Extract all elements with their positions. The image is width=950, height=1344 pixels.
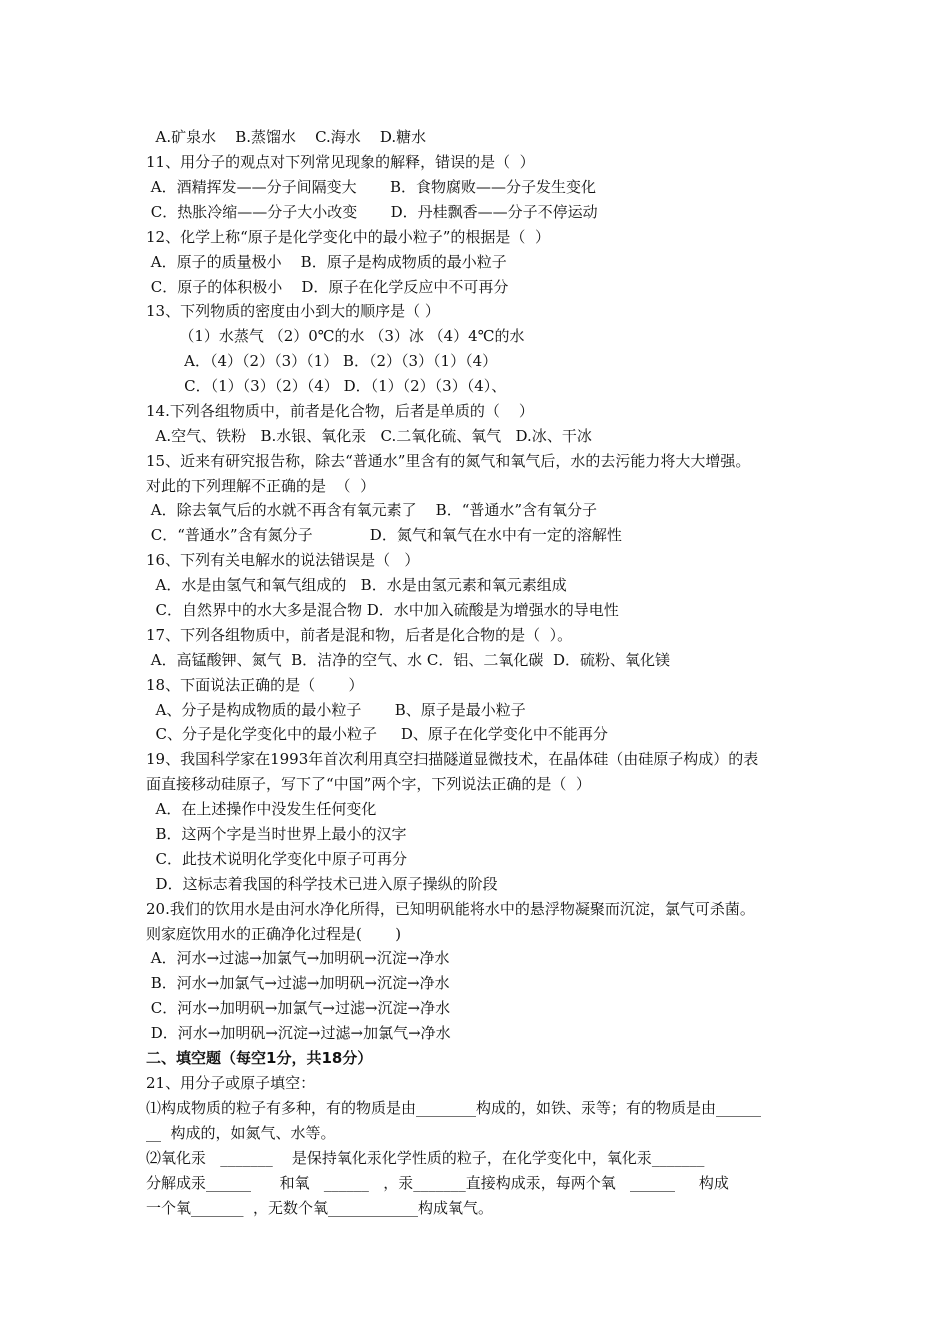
q20-stem-line1: 20.我们的饮用水是由河水净化所得，已知明矾能将水中的悬浮物凝聚而沉淀，氯气可杀菌。 bbox=[146, 900, 755, 918]
q16-options-cd: C．自然界中的水大多是混合物 D．水中加入硫酸是为增强水的导电性 bbox=[146, 601, 619, 619]
q18-options-ab: A、分子是构成物质的最小粒子 B、原子是最小粒子 bbox=[146, 701, 526, 719]
q15-stem-line2: 对此的下列理解不正确的是 （ ） bbox=[146, 477, 376, 495]
q20-stem-line2: 则家庭饮用水的正确净化过程是( ) bbox=[146, 925, 402, 943]
q13-stem: 13、下列物质的密度由小到大的顺序是（ ） bbox=[146, 302, 440, 320]
section-heading-fill-in: 二、填空题（每空1分，共18分） bbox=[146, 1049, 373, 1067]
q12-options-cd: C．原子的体积极小 D．原子在化学反应中不可再分 bbox=[146, 278, 509, 296]
q20-option-c: C．河水→加明矾→加氯气→过滤→沉淀→净水 bbox=[146, 999, 451, 1017]
q19-option-b: B．这两个字是当时世界上最小的汉字 bbox=[146, 825, 407, 843]
q15-options-cd: C．“普通水”含有氮分子 D．氮气和氧气在水中有一定的溶解性 bbox=[146, 526, 622, 544]
q14-stem: 14.下列各组物质中，前者是化合物，后者是单质的（ ） bbox=[146, 402, 534, 420]
q16-stem: 16、下列有关电解水的说法错误是（ ） bbox=[146, 551, 420, 569]
q20-option-b: B．河水→加氯气→过滤→加明矾→沉淀→净水 bbox=[146, 974, 450, 992]
q19-stem-line2: 面直接移动硅原子，写下了“中国”两个字，下列说法正确的是（ ） bbox=[146, 775, 591, 793]
q13-options-ab: A．（4）（2）（3）（1） B．（2）（3）（1）（4） bbox=[146, 352, 498, 370]
q14-options: A.空气、铁粉 B.水银、氧化汞 C.二氧化硫、氧气 D.冰、干冰 bbox=[146, 427, 592, 445]
q21-part1-line2: __ 构成的，如氮气、水等。 bbox=[146, 1124, 336, 1142]
q21-part1-line1: ⑴构成物质的粒子有多种，有的物质是由________构成的，如铁、汞等；有的物质是由______ bbox=[146, 1099, 762, 1117]
q21-part2-line2: 分解成汞______ 和氧 ______ ，汞_______直接构成汞，每两个氧 ______ 构成 bbox=[146, 1174, 729, 1192]
q18-options-cd: C、分子是化学变化中的最小粒子 D、原子在化学变化中不能再分 bbox=[146, 725, 608, 743]
q12-options-ab: A．原子的质量极小 B．原子是构成物质的最小粒子 bbox=[146, 253, 507, 271]
q17-stem: 17、下列各组物质中，前者是混和物，后者是化合物的是（ ）。 bbox=[146, 626, 573, 644]
q15-options-ab: A．除去氧气后的水就不再含有氧元素了 B．“普通水”含有氧分子 bbox=[146, 501, 598, 519]
q19-option-d: D．这标志着我国的科学技术已进入原子操纵的阶段 bbox=[146, 875, 498, 893]
q11-stem: 11、用分子的观点对下列常见现象的解释，错误的是（ ） bbox=[146, 153, 535, 171]
q20-option-d: D．河水→加明矾→沉淀→过滤→加氯气→净水 bbox=[146, 1024, 451, 1042]
q11-options-cd: C．热胀冷缩——分子大小改变 D．丹桂飘香——分子不停运动 bbox=[146, 203, 598, 221]
q18-stem: 18、下面说法正确的是（ ） bbox=[146, 676, 364, 694]
q19-option-c: C．此技术说明化学变化中原子可再分 bbox=[146, 850, 408, 868]
q21-part2-line3: 一个氧_______ ，无数个氧____________构成氧气。 bbox=[146, 1199, 494, 1217]
q13-options-cd: C．（1）（3）（2）（4） D．（1）（2）（3）（4）、 bbox=[146, 377, 507, 395]
q11-options-ab: A．酒精挥发——分子间隔变大 B．食物腐败——分子发生变化 bbox=[146, 178, 597, 196]
q21-part2-line1: ⑵氧化汞 _______ 是保持氧化汞化学性质的粒子，在化学变化中，氧化汞_______ bbox=[146, 1149, 705, 1167]
q19-stem-line1: 19、我国科学家在1993年首次利用真空扫描隧道显微技术，在晶体硅（由硅原子构成）的表 bbox=[146, 750, 759, 768]
q17-options: A．高锰酸钾、氮气 B．洁净的空气、水 C．铝、二氧化碳 D．硫粉、氧化镁 bbox=[146, 651, 670, 669]
q21-stem: 21、用分子或原子填空： bbox=[146, 1074, 316, 1092]
q20-option-a: A．河水→过滤→加氯气→加明矾→沉淀→净水 bbox=[146, 949, 450, 967]
q13-items: （1）水蒸气 （2）0℃的水 （3）冰 （4）4℃的水 bbox=[146, 327, 525, 345]
q16-options-ab: A．水是由氢气和氧气组成的 B．水是由氢元素和氧元素组成 bbox=[146, 576, 567, 594]
q12-stem: 12、化学上称“原子是化学变化中的最小粒子”的根据是（ ） bbox=[146, 228, 550, 246]
q15-stem-line1: 15、近来有研究报告称，除去“普通水”里含有的氮气和氧气后，水的去污能力将大大增强。 bbox=[146, 452, 751, 470]
q19-option-a: A．在上述操作中没发生任何变化 bbox=[146, 800, 377, 818]
q10-options: A.矿泉水 B.蒸馏水 C.海水 D.糖水 bbox=[146, 128, 427, 146]
